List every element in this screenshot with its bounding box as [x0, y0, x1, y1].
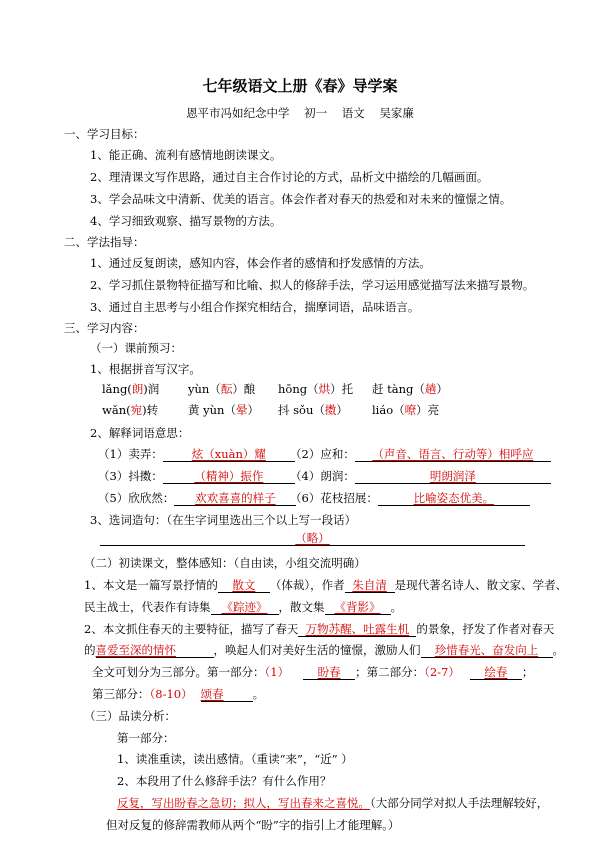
objective-item: 2、理清课文写作思路，通过自主合作讨论的方式，品析文中描绘的几幅画面。	[90, 170, 489, 184]
define-question: 2、解释词语意思：	[90, 426, 190, 440]
structure-sentence: 全文可划分为三部分。第一部分：（1） 盼春 ；第二部分：（2-7） 绘春 ；	[92, 665, 534, 679]
page-title: 七年级语文上册《春》导学案	[202, 77, 398, 95]
definition-answer: （声音、语言、行动等）相呼应	[372, 447, 534, 461]
works-sentence: 民主战士，代表作有诗集 《踪迹》 ，散文集 《背影》 。	[84, 600, 402, 614]
definition-item: （2）应和： （声音、语言、行动等）相呼应	[290, 447, 551, 462]
pinyin-answer: 擞	[324, 403, 337, 417]
pinyin-answer: 朗	[131, 382, 144, 396]
pinyin-item: 赶 tàng（趟）	[372, 382, 448, 396]
definition-answer: 比喻姿态优美。	[413, 491, 495, 505]
pinyin-item: 抖 sǒu（擞）	[278, 403, 348, 417]
part-one-label: 第一部分：	[117, 731, 175, 745]
preview-heading: （一）课前预习：	[90, 341, 182, 355]
pinyin-answer: 宛	[130, 403, 143, 417]
genre-sentence: 1、本文是一篇写景抒情的 散文 （体裁），作者 朱自清 是现代著名诗人、散文家、学者、	[84, 578, 568, 592]
pinyin-question: 1、根据拼音写汉字。	[90, 362, 201, 376]
pinyin-item: 黄 yùn（晕）	[188, 403, 259, 417]
analysis-note: 但对反复的修辞需教师从两个“盼”字的指引上才能理解。）	[106, 818, 400, 832]
definition-item: （6）花枝招展： 比喻姿态优美。	[290, 491, 530, 506]
analysis-heading: （三）品读分析：	[84, 709, 176, 723]
method-item: 3、通过自主思考与小组合作探究相结合，揣摩词语，品味语言。	[90, 300, 420, 314]
definition-item: （1）卖弄： 炫（xuàn）耀	[98, 447, 295, 462]
pinyin-answer: 晕	[235, 403, 248, 417]
method-item: 2、学习抓住景物特征描写和比喻、拟人的修辞手法，学习运用感觉描写法来描写景物。	[90, 278, 535, 292]
section-1-heading: 一、学习目标：	[64, 127, 145, 141]
analysis-question: 1、读准重读，读出感情。（重读“来”，“近” ）	[117, 752, 353, 766]
definition-answer: 欢欢喜喜的样子	[195, 491, 276, 505]
objective-item: 1、能正确、流利有感情地朗读课文。	[90, 148, 282, 162]
definition-answer: 炫（xuàn）耀	[191, 447, 266, 461]
sentence-answer-line	[100, 531, 525, 546]
objective-item: 3、学会品味文中清新、优美的语言。体会作者对春天的热爱和对未来的憧憬之情。	[90, 192, 512, 206]
definition-item: （5）欣欣然： 欢欢喜喜的样子	[98, 491, 296, 506]
pinyin-item: yùn（酝）酿	[188, 382, 256, 396]
pinyin-answer: 嘹	[404, 403, 417, 417]
pinyin-item: liáo（嘹）亮	[372, 403, 440, 417]
pinyin-item: wǎn(宛)转	[102, 403, 159, 417]
pinyin-answer: 趟	[424, 382, 437, 396]
pinyin-item: lǎng(朗)润	[102, 382, 160, 396]
pinyin-answer: 酝	[220, 382, 233, 396]
analysis-question: 2、本段用了什么修辞手法？有什么作用？	[117, 774, 332, 788]
definition-item: （3）抖擞： （精神）振作	[98, 469, 295, 484]
section-3-heading: 三、学习内容：	[64, 321, 145, 335]
sentence-answer: （略）	[295, 531, 330, 545]
pinyin-item: hōng（烘）托	[278, 382, 354, 396]
theme-sentence: 的喜爱至深的情怀 ，唤起人们对美好生活的憧憬，激励人们 珍惜春光、奋发向上 。	[84, 643, 564, 657]
sentence-question: 3、选词造句：（在生字词里选出三个以上写一段话）	[90, 513, 357, 527]
definition-answer: 明朗润泽	[429, 469, 476, 483]
initial-reading-heading: （二）初读课文，整体感知：（自由读，小组交流明确）	[84, 556, 366, 570]
objective-item: 4、学习细致观察、描写景物的方法。	[90, 214, 282, 228]
definition-answer: （精神）振作	[194, 469, 264, 483]
analysis-answer: 反复，写出盼春之急切；拟人，写出春来之喜悦。（大部分同学对拟人手法理解较好，	[117, 796, 549, 810]
theme-sentence: 2、本文抓住春天的主要特征，描写了春天 万物苏醒、吐露生机 的景象，抒发了作者对春天	[84, 622, 555, 636]
byline: 恩平市冯如纪念中学 初一 语文 吴家廉	[186, 106, 414, 120]
structure-sentence: 第三部分：（8-10） 颂春 。	[92, 687, 265, 701]
definition-item: （4）朗润： 明朗润泽	[290, 469, 551, 484]
section-2-heading: 二、学法指导：	[64, 235, 145, 249]
method-item: 1、通过反复朗读，感知内容，体会作者的感情和抒发感情的方法。	[90, 256, 431, 270]
pinyin-answer: 烘	[318, 382, 331, 396]
